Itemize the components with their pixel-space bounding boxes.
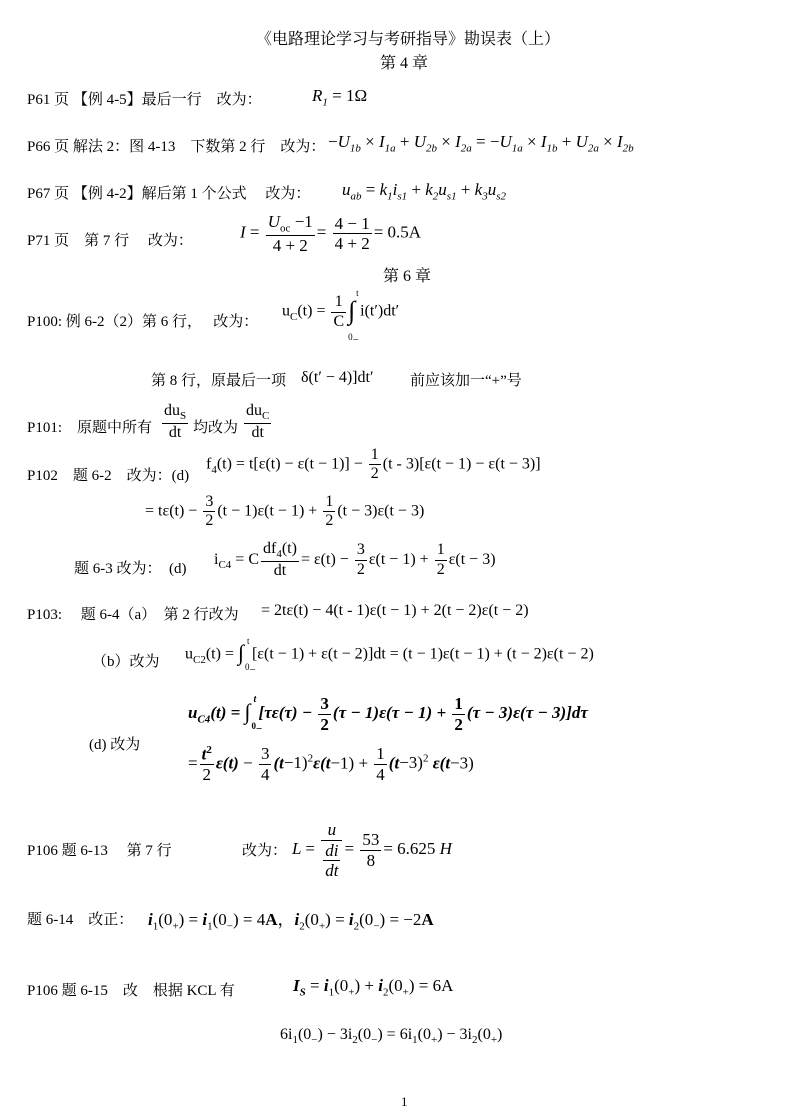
row-p106-6-13-formula: L = $\frac{u}{\frac{di}{dt}}$ = $\frac{53}{8}$ = 6.625 H <box>292 820 452 881</box>
row-p100-formula: $u_C(t)$ = $\frac{1}{C}$ ∫ t $0_-$ i(t′)dt′ <box>282 288 400 346</box>
row-p100-line8-label: 第 8 行，原最后一项 <box>151 373 287 389</box>
row-p106-6-15-label: P106 题 6-15 改 根据 KCL 有 <box>27 983 235 999</box>
page-title: 《电路理论学习与考研指导》勘误表（上） <box>256 31 561 48</box>
row-6-3-label: 题 6-3 改为： (d) <box>74 561 187 577</box>
row-p67-formula: $u_{ab} = k_1i_{s1} + k_2u_{s1} + k_3u_{s2}$ <box>342 180 506 203</box>
row-p61-formula: $R_1 = 1\Omega$ <box>312 86 368 109</box>
row-6-4d-label: (d) 改为 <box>89 737 141 753</box>
row-6-4d-line2: = $\frac{t^2}{2}$ ε(t) − $\frac{3}{4}$ $(t-1)^2\varepsilon(t-1)$ + $\frac{1}{4}$ $(t-3)^2$ ε(t−3) <box>188 744 474 785</box>
row-p61-label: P61 页 【例 4-5】最后一行 改为： <box>27 92 262 108</box>
row-6-4d-line1: $u_{C4}(t)$ = ∫ t $0_-$ [τε(τ) − $\frac{3}{2}$ (τ − 1)ε(τ − 1) + $\frac{1}{2}$ (τ − 3)ε(τ − 3)]dτ <box>188 694 588 735</box>
row-p101-frac1: $\frac{du_S}{dt}$ <box>164 402 187 441</box>
row-p66-label: P66 页 解法 2：图 4-13 下数第 2 行 改为： <box>27 139 326 155</box>
row-p101-mid: 均改为 <box>193 420 239 436</box>
row-p101-label: P101: 原题中所有 <box>27 420 153 436</box>
row-p71-label: P71 页 第 7 行 改为： <box>27 233 193 249</box>
page-number: 1 <box>401 1094 408 1109</box>
row-p103-label: P103: 题 6-4（a） 第 2 行改为 <box>27 607 239 623</box>
chapter-4-heading: 第 4 章 <box>380 55 429 72</box>
row-6-14-label: 题 6-14 改正： <box>27 912 134 928</box>
row-p102-line1: $f_4(t) = t[\varepsilon(t) - \varepsilon(t - 1)]$ − $\frac{1}{2}$ (t - 3)[ε(t − 1) − ε(t − 3)] <box>206 446 541 483</box>
row-6-4b-label: （b）改为 <box>92 654 160 670</box>
chapter-6-heading: 第 6 章 <box>383 268 432 285</box>
row-p106-6-15-formula: $I_S = i_1(0_+) + i_2(0_+) = 6A$ <box>293 976 454 999</box>
row-6-14-formula: $i_1(0_+) = i_1(0_-) = 4A$，$i_2(0_+) = i_2(0_-) = -2A$ <box>148 910 434 933</box>
row-p102-label: P102 题 6-2 改为：(d) <box>27 468 190 484</box>
row-6-3-formula: $i_{C4} = C$ $\frac{df_4(t)}{dt}$ = ε(t) − $\frac{3}{2}$ ε(t − 1) + $\frac{1}{2}$ ε(t − 3) <box>214 540 496 579</box>
row-6-4b-formula: $u_{C2}(t)$ = ∫ t $0_-$ [ε(t − 1) + ε(t − 2)]dt = (t − 1)ε(t − 1) + (t − 2)ε(t − 2) <box>185 636 594 676</box>
row-p101-frac2: $\frac{du_C}{dt}$ <box>246 402 270 441</box>
row-p106-6-15-line2: $6i_1(0_-) - 3i_2(0_-) = 6i_1(0_+) - 3i_2(0_+)$ <box>280 1026 503 1047</box>
row-p106-6-13-label2: 改为： <box>242 843 288 859</box>
row-p100-label: P100: 例 6-2（2）第 6 行， 改为： <box>27 314 259 330</box>
row-p67-label: P67 页 【例 4-2】解后第 1 个公式 改为： <box>27 186 311 202</box>
row-p102-line2: = tε(t) − $\frac{3}{2}$ (t − 1)ε(t − 1) + $\frac{1}{2}$ (t − 3)ε(t − 3) <box>145 493 425 530</box>
row-p100-line8-suffix: 前应该加一“+”号 <box>410 373 522 389</box>
row-p66-formula: $-U_{1b} \times I_{1a} + U_{2b} \times I_{2a} = -U_{1a} \times I_{1b} + U_{2a} \times I_{2b}$ <box>328 132 634 155</box>
row-p103-formula: = 2tε(t) − 4(t - 1)ε(t − 1) + 2(t − 2)ε(t − 2) <box>261 602 529 619</box>
row-p106-6-13-label: P106 题 6-13 第 7 行 <box>27 843 172 859</box>
row-p71-formula: I = $\frac{U_{oc} -1}{4 + 2}$ = $\frac{4 - 1}{4 + 2}$ = 0.5A <box>240 212 422 256</box>
row-p100-line8-formula: δ(t′ − 4)]dt′ <box>301 369 374 386</box>
